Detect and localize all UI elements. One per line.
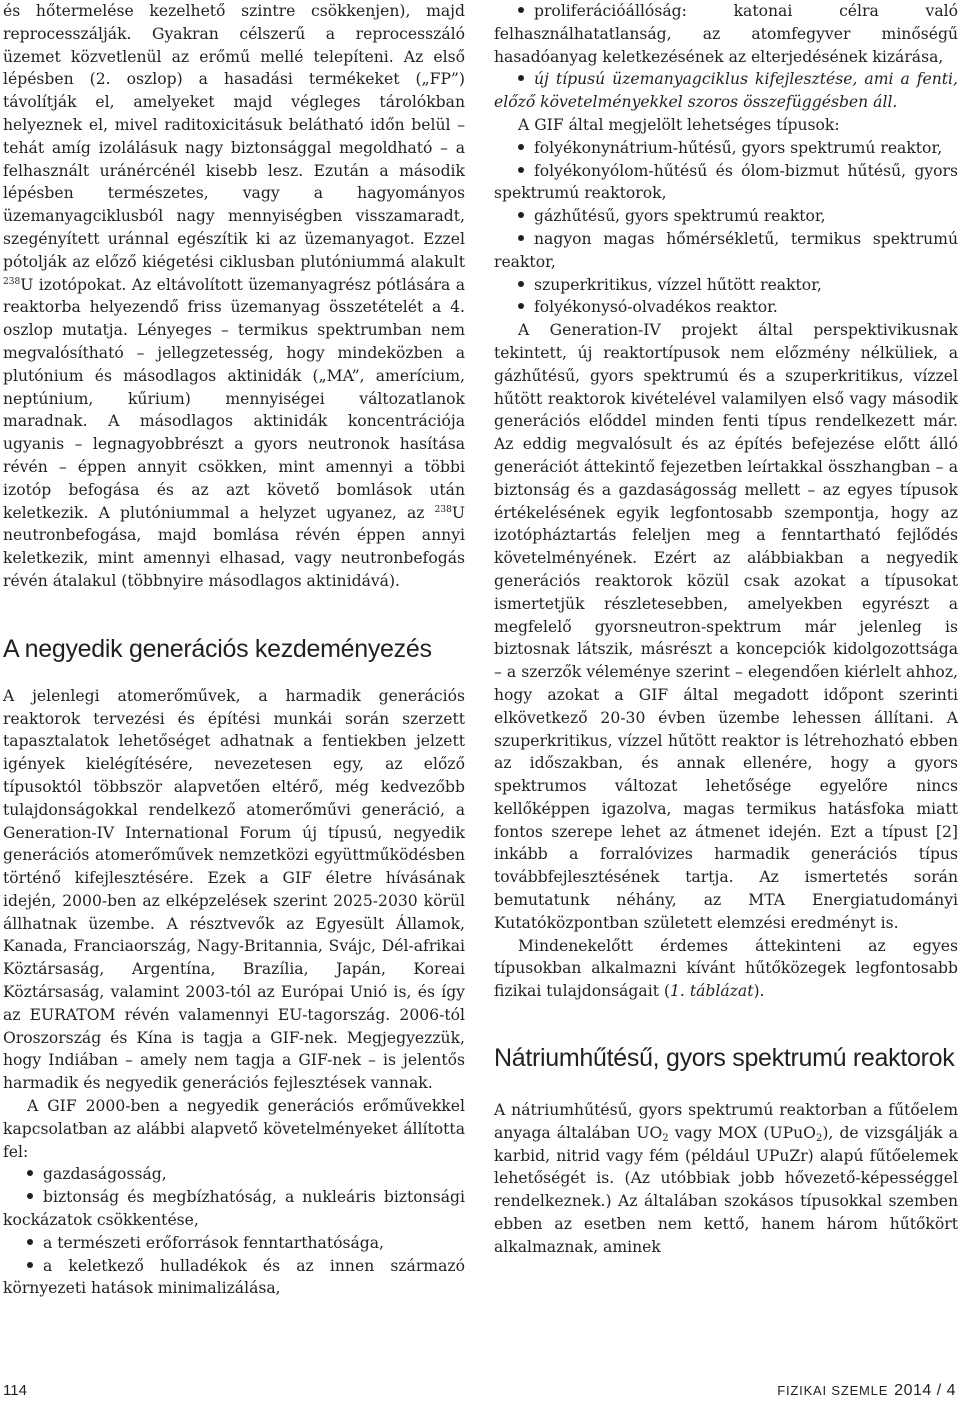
bullet-icon — [27, 1170, 33, 1176]
list-item: új típusú üzemanyagciklus kifejlesztése, ami a fenti, előző követelményekkel szoros összefüggésben áll. — [494, 70, 958, 112]
paragraph-generation-iv: A Generation-IV projekt által perspektivikusnak tekintett, új reaktortípusok nem előzmény nélküliek, a gázhűtésű, gyors spektrumú és a szuperkritikus, vízzel hűtött reaktorok kivételével valamilyen első vagy második generációs előddel minden fenti típus rendelkezett már. Az eddig megvalósult és az építés befejezése előtt álló generációt áttekintő fejezetben leírtakkal összhangban – a biztonság és a gazdaságosság mellett – az egyes típusok értékelésének egyik legfontosabb szempontja, hogy az izotópháztartás feleljen meg a fenntartható fejlődés követelményének. Ezért az alábbiakban a negyedik generációs reaktorok közül csak azokat a típusokat ismertetjük részletesebben, amelyekben egyrészt a megfelelő gyorsneutron-spektrum már jelenleg is biztosnak látszik, másrészt a koncepciók kidolgozottsága – a szerzők véleménye szerint – elegendően kiérlelt ahhoz, hogy azokat a GIF által megadott időpont szerinti elkövetkező 20-30 évben üzembe lehessen állítani. A szuperkritikus, vízzel hűtött reaktor is létrehozható ebben az időszakban, és annak ellenére, hogy a gyors spektrumos változat lehetősége egyelőre nincs kellőképpen igazolva, magas termikus hatásfoka miatt fontos szerepe lehet az átmenet idején. Ezt a típust [2] inkább a forralóvizes harmadik generációs típus továbbfejlesztésének tartja. Az ismertetés során bemutatunk néhány, az MTA Energiatudományi Kutatóközpontban született elemzési eredményt is. — [494, 321, 958, 932]
list-item: proliferációállóság: katonai célra való felhasználhatatlanság, az atomfegyver minőségű hasadóanyag keletkezésének az elterjedésének kizárása, — [494, 2, 958, 66]
table-reference: 1. táblázat — [670, 982, 754, 1001]
bullet-icon — [518, 235, 524, 241]
paragraph-coolants: Mindenekelőtt érdemes áttekinteni az egyes típusokban alkalmazni kívánt hűtőközegek legfontosabb fizikai tulajdonságait (1. táblázat). — [494, 936, 958, 1001]
bullet-icon — [518, 167, 524, 173]
list-item: nagyon magas hőmérsékletű, termikus spektrumú reaktor, — [494, 229, 958, 271]
list-item: szuperkritikus, vízzel hűtött reaktor, — [494, 274, 958, 297]
right-column — [494, 0, 958, 1259]
bullet-icon — [518, 212, 524, 218]
journal-name: FIZIKAI SZEMLE — [777, 1383, 889, 1398]
list-item: a természeti erőforrások fenntarthatósága, — [3, 1232, 465, 1255]
paragraph-gif-requirements: A GIF 2000-ben a negyedik generációs erőművekkel kapcsolatban az alábbi alapvető követelményeket állította fel: — [3, 1097, 465, 1161]
list-item: folyékonysó-olvadékos reaktor. — [494, 296, 958, 319]
journal-issue: 2014 / 4 — [894, 1382, 956, 1399]
paragraph-reprocessing: és hőtermelése kezelhető szintre csökkenjen), majd reprocesszálják. Gyakran célszerű a reprocesszáló üzemet közvetlenül az erőmű mellé telepíteni. Az első lépésben (2. oszlop) a hasadási termékeket („FP”) távolítják el, amelyeket majd végleges tárolókban helyeznek el, mivel raditoxicitásuk belátható időn belül – tehát amíg izolálásuk nagy biztonsággal megoldható – a felhasznált uránércénél kisebb lesz. Ezután a második lépésben természetes, vagy a hagyományos üzemanyagciklusból nagy mennyiségben visszamaradt, szegényített uránnal egészítik ki az üzemanyagot. Ezzel pótolják az előző kiégetési ciklusban plutóniummá alakult $^{238}$U izotópokat. Az eltávolított üzemanyagrész pótlására a reaktorba helyezendő friss üzemanyag összetételét a 4. oszlop mutatja. Lényeges – termikus spektrumban nem megvalósítható – jellegzetesség, hogy mindeközben a plutónium és másodlagos aktinidák („MA”, amerícium, neptúnium, kűrium) mennyiségei változatlanok maradnak. A másodlagos aktinidák koncentrációja ugyanis – legnagyobbrészt a gyors neutronok hasítása révén – éppen annyit csökken, mint amennyi a többi izotóp befogása és az azt követő bomlások után keletkezik. A plutóniummal a helyzet ugyanez, az $^{238}$U neutronbefogása, majd bomlása révén éppen annyi keletkezik, mint amennyi elhasad, vagy neutronbefogás révén átalakul (többnyire másodlagos aktinidává). — [3, 2, 465, 590]
journal-info — [777, 1382, 956, 1400]
reactor-types-list — [494, 137, 958, 319]
list-item: folyékonynátrium-hűtésű, gyors spektrumú reaktor, — [494, 137, 958, 160]
list-item: a keletkező hulladékok és az innen származó környezeti hatások minimalizálása, — [3, 1256, 465, 1298]
requirements-list — [3, 1163, 465, 1300]
bullet-icon — [518, 303, 524, 309]
section-heading-fourth-generation: A negyedik generációs kezdeményezés — [3, 634, 432, 663]
bullet-icon — [27, 1239, 33, 1245]
section-heading-sodium-cooled: Nátriumhűtésű, gyors spektrumú reaktorok — [494, 1044, 955, 1073]
list-item: gázhűtésű, gyors spektrumú reaktor, — [494, 205, 958, 228]
paragraph-types-intro: A GIF által megjelölt lehetséges típusok: — [518, 115, 840, 134]
left-column — [3, 0, 465, 1300]
bullet-icon — [27, 1262, 33, 1268]
bullet-icon — [518, 75, 524, 81]
bullet-icon — [27, 1193, 33, 1199]
paragraph-gif-intro: A jelenlegi atomerőművek, a harmadik generációs reaktorok tervezési és építési munkái során szerzett tapasztalatok lehetőséget adhatnak a fentiekben jelzett igények kielégítésére, nevezetesen egy, az előző típusoktól többször alapvetően eltérő, még kedvezőbb tulajdonságokkal rendelkező atomerőművi generáció, a Generation-IV International Forum új típusú, negyedik generációs atomerőművek nemzetközi együttműködésben történő kifejlesztésére. Ezek a GIF életre hívásának idején, 2000-ben az elképzelések szerint 2025-2030 körül állhatnak üzembe. A résztvevők az Egyesült Államok, Kanada, Franciaország, Nagy-Britannia, Svájc, Dél-afrikai Köztársaság, Argentína, Brazília, Japán, Koreai Köztársaság, valamint 2003-tól az Európai Unió is, és így az EURATOM révén valamennyi EU-tagország. 2006-tól Oroszország és Kína is tagja a GIF-nek. Megjegyezzük, hogy Indiában – amely nem tagja a GIF-nek – is jelentős harmadik és negyedik generációs fejlesztések vannak. — [3, 686, 465, 1093]
list-item: folyékonyólom-hűtésű és ólom-bizmut hűtésű, gyors spektrumú reaktorok, — [494, 161, 958, 203]
page-number: 114 — [3, 1382, 27, 1399]
list-item: biztonság és megbízhatóság, a nukleáris biztonsági kockázatok csökkentése, — [3, 1188, 465, 1230]
bullet-icon — [518, 7, 524, 13]
page-footer — [0, 1382, 960, 1402]
list-item: gazdaságosság, — [3, 1163, 465, 1186]
requirements-list-continued — [494, 0, 958, 114]
bullet-icon — [518, 281, 524, 287]
paragraph-sodium-reactor: A nátriumhűtésű, gyors spektrumú reaktorban a fűtőelem anyaga általában $UO_2$ vagy MOX (UPuO$_2$), de vizsgálják a karbid, nitrid vagy fém (például UPuZr) alapú fűtőelemek lehetőségét is. (Az utóbbiak jobb hővezető-képességgel rendelkeznek.) Az általában szokásos típusokkal szemben ebben az esetben nem kettő, hanem három hűtőkört alkalmaznak, aminek — [494, 1101, 958, 1256]
bullet-icon — [518, 144, 524, 150]
